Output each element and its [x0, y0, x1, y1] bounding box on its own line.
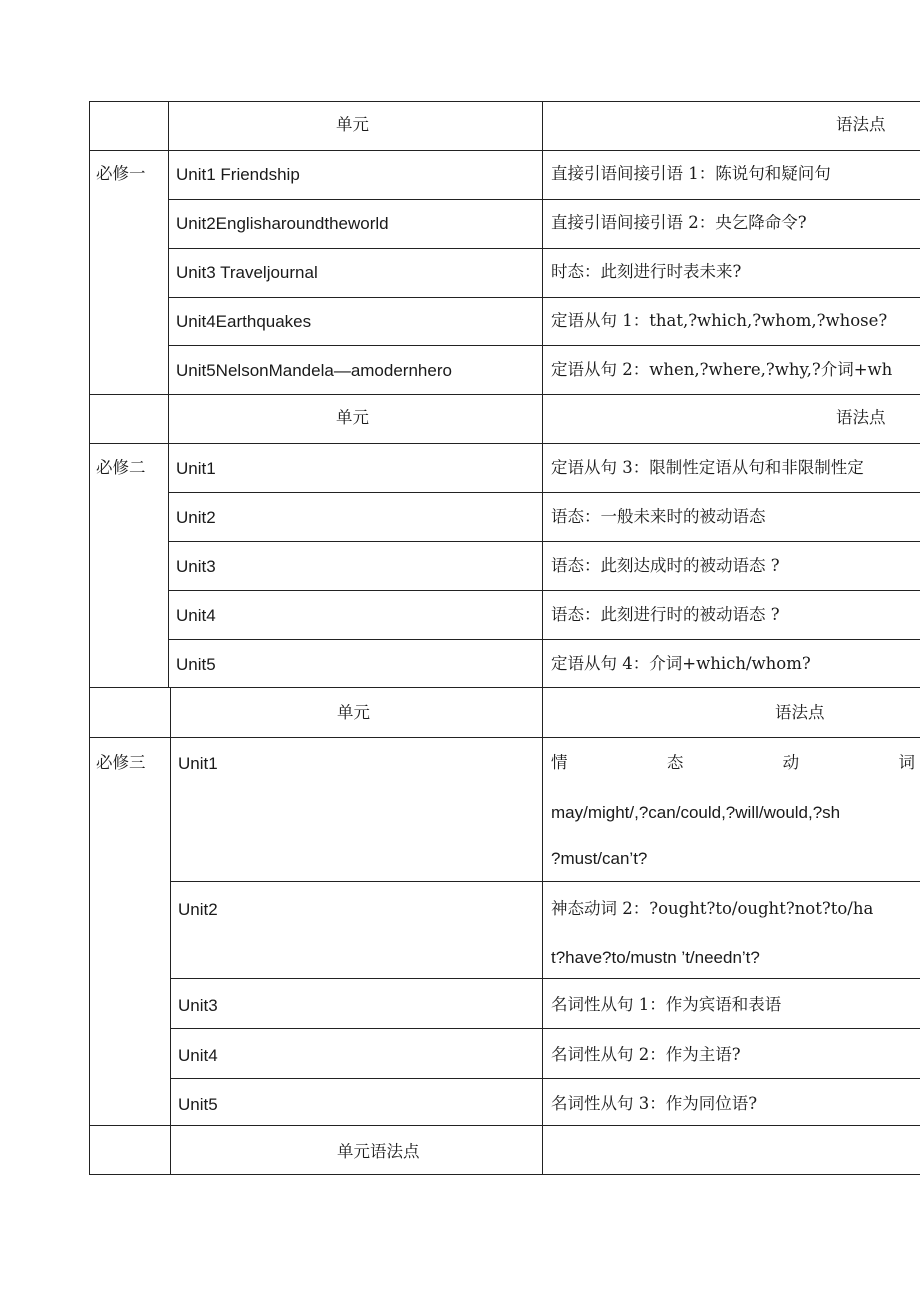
- grammar-cell: 定语从句 2：when,?where,?why,?介词+wh: [551, 360, 893, 379]
- spread-char: 词: [898, 753, 915, 772]
- rule: [170, 1028, 920, 1029]
- rule: [89, 101, 920, 102]
- rule: [89, 737, 920, 738]
- rule: [89, 150, 920, 151]
- grammar-cell: 定语从句 4：介词+which/whom?: [551, 654, 811, 673]
- rule: [170, 687, 171, 1175]
- header-unit: 单元: [337, 703, 370, 722]
- unit-cell: Unit5: [176, 655, 216, 674]
- unit-cell: Unit1: [178, 754, 218, 773]
- rule: [170, 1078, 920, 1079]
- unit-cell: Unit1: [176, 459, 216, 478]
- spread-char: 动: [782, 753, 800, 772]
- unit-cell: Unit4Earthquakes: [176, 312, 312, 331]
- rule: [89, 394, 920, 395]
- header-grammar: 语法点: [836, 408, 886, 427]
- unit-cell: Unit2: [176, 508, 216, 527]
- unit-cell: Unit2Englisharoundtheworld: [176, 214, 389, 233]
- header-grammar: 语法点: [836, 115, 886, 134]
- grammar-cell: 时态：此刻进行时表未来?: [551, 262, 742, 281]
- module-label: 必修一: [96, 164, 146, 183]
- unit-cell: Unit5NelsonMandela—amodernhero: [176, 361, 452, 380]
- grammar-cell: t?have?to/mustn ’t/needn’t?: [551, 948, 760, 967]
- rule: [89, 443, 920, 444]
- rule: [168, 297, 920, 298]
- grammar-cell: 名词性从句 1：作为宾语和表语: [551, 995, 782, 1014]
- grammar-cell: 直接引语间接引语 2：央乞降命令?: [551, 213, 807, 232]
- header-unit: 单元: [336, 408, 369, 427]
- rule: [168, 492, 920, 493]
- rule: [168, 199, 920, 200]
- spread-char: 态: [666, 753, 684, 772]
- grammar-cell: 定语从句 1：that,?which,?whom,?whose?: [551, 311, 888, 330]
- unit-cell: Unit4: [176, 606, 216, 625]
- unit-cell: Unit2: [178, 900, 218, 919]
- grammar-cell: 语态：一般未来时的被动语态: [551, 507, 766, 526]
- grammar-cell: may/might/,?can/could,?will/would,?sh: [551, 803, 841, 822]
- unit-cell: Unit3 Traveljournal: [176, 263, 318, 282]
- header-unit: 单元: [336, 115, 369, 134]
- grammar-cell: 定语从句 3：限制性定语从句和非限制性定: [551, 458, 864, 477]
- grammar-cell: 名词性从句 2：作为主语?: [551, 1045, 741, 1064]
- grammar-cell: ?must/can’t?: [551, 849, 648, 868]
- grammar-cell: 名词性从句 3：作为同位语?: [551, 1094, 758, 1113]
- rule: [89, 1174, 542, 1175]
- footer-header: 单元语法点: [337, 1142, 420, 1161]
- rule: [168, 541, 920, 542]
- grammar-cell: 神态动词 2：?ought?to/ought?not?to/ha: [551, 899, 874, 918]
- rule: [168, 639, 920, 640]
- rule: [168, 248, 920, 249]
- grammar-cell: 语态：此刻进行时的被动语态 ?: [551, 605, 780, 624]
- header-grammar: 语法点: [775, 703, 825, 722]
- unit-cell: Unit3: [178, 996, 218, 1015]
- unit-cell: Unit5: [178, 1095, 218, 1114]
- rule: [168, 345, 920, 346]
- grammar-cell: 语态：此刻达成时的被动语态 ?: [551, 556, 780, 575]
- rule: [89, 687, 920, 688]
- rule: [168, 101, 169, 687]
- rule: [89, 101, 90, 1175]
- rule: [168, 590, 920, 591]
- rule: [542, 1174, 920, 1175]
- grammar-cell-spread: [551, 753, 915, 773]
- unit-cell: Unit3: [176, 557, 216, 576]
- unit-cell: Unit1 Friendship: [176, 165, 300, 184]
- grammar-cell: 直接引语间接引语 1：陈说句和疑问句: [551, 164, 831, 183]
- module-label: 必修三: [96, 753, 146, 772]
- module-label: 必修二: [96, 458, 146, 477]
- rule: [542, 101, 543, 1175]
- rule: [170, 881, 920, 882]
- unit-cell: Unit4: [178, 1046, 218, 1065]
- spread-char: 情: [551, 753, 568, 772]
- rule: [89, 1125, 920, 1126]
- rule: [170, 978, 920, 979]
